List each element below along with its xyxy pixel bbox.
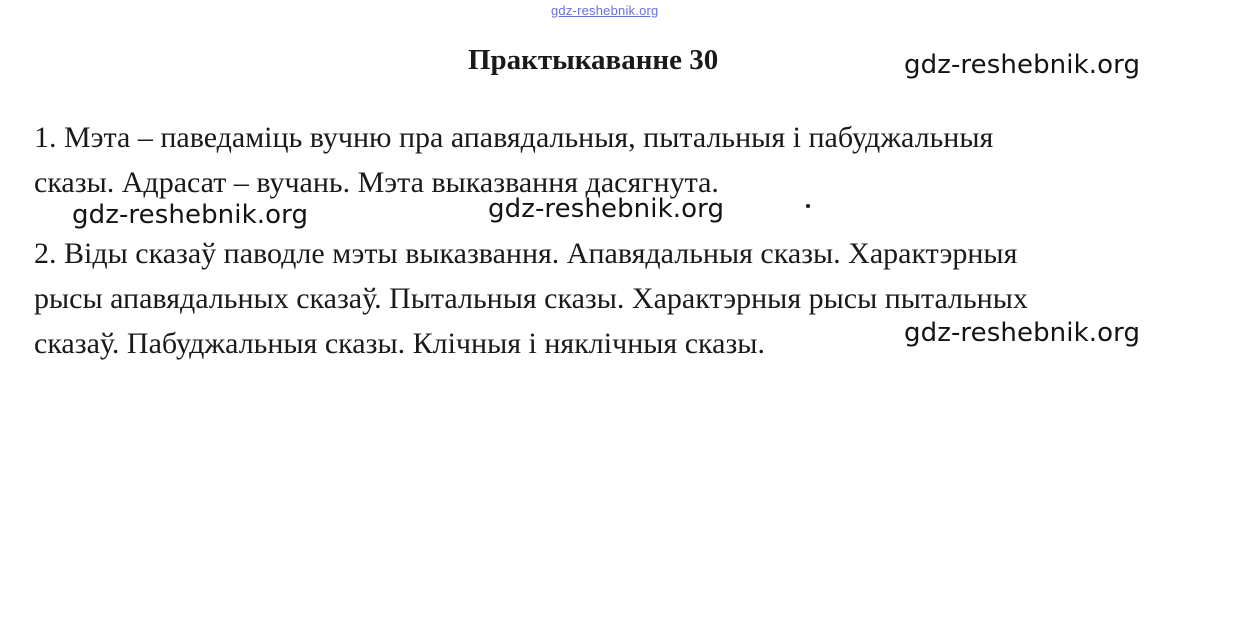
- site-link[interactable]: gdz-reshebnik.org: [551, 3, 659, 18]
- watermark: gdz-reshebnik.org: [72, 200, 309, 230]
- paragraph-2-line-3: сказаў. Пабуджальныя сказы. Клічныя і няклічныя сказы.: [34, 327, 765, 360]
- paragraph-1-line-1: 1. Мэта – паведаміць вучню пра апавядальныя, пытальныя і пабуджальныя: [34, 121, 994, 154]
- paragraph-2-line-1: 2. Віды сказаў паводле мэты выказвання. Апавядальныя сказы. Характэрныя: [34, 237, 1018, 270]
- paragraph-1-line-2: сказы. Адрасат – вучань. Мэта выказвання дасягнута.: [34, 166, 719, 199]
- watermark: gdz-reshebnik.org: [904, 318, 1141, 348]
- watermark: gdz-reshebnik.org: [488, 194, 725, 224]
- stray-dot: [806, 204, 810, 208]
- paragraph-1: [34, 115, 1219, 205]
- paragraph-2-line-2: рысы апавядальных сказаў. Пытальныя сказы. Характэрныя рысы пытальных: [34, 282, 1028, 315]
- watermark: gdz-reshebnik.org: [904, 50, 1141, 80]
- page-title: Практыкаванне 30: [468, 44, 719, 76]
